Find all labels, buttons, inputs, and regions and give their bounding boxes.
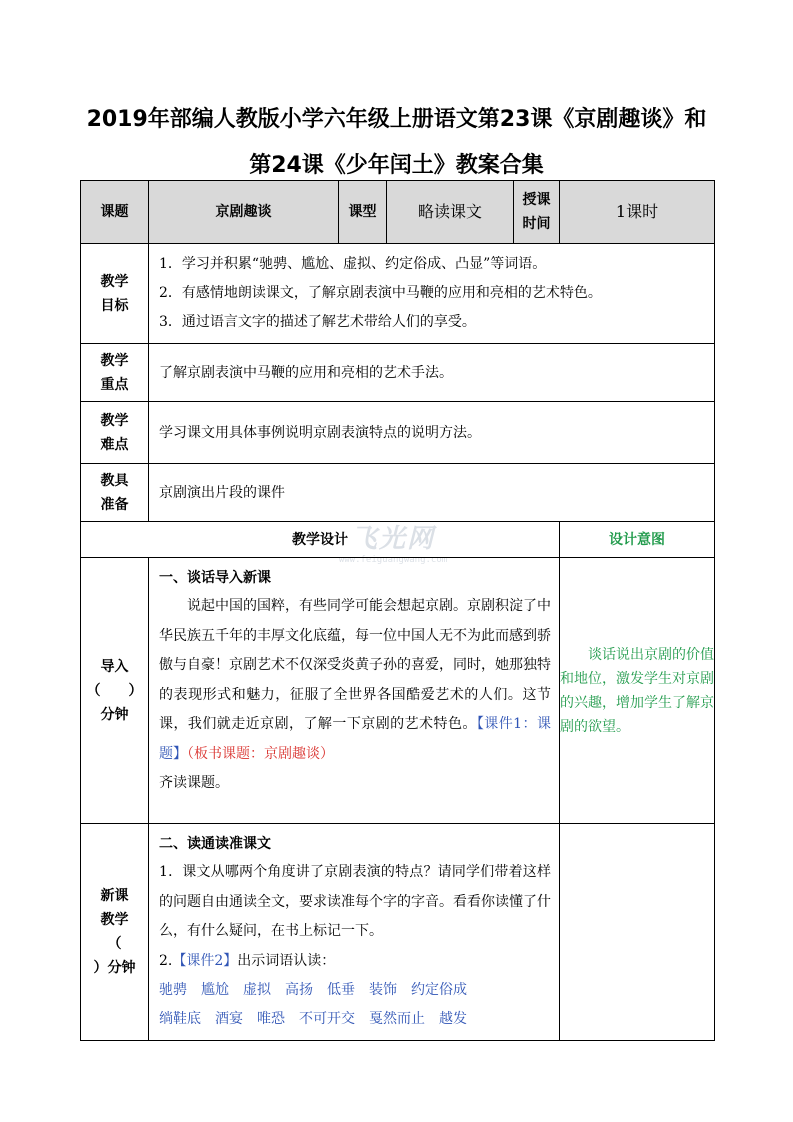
newlesson-label-c: （	[107, 936, 122, 952]
vocab-word: 驰骋	[159, 982, 187, 998]
question-2-number: 2.	[159, 952, 173, 969]
time-value: 1课时	[560, 181, 715, 244]
design-label: 教学设计	[81, 522, 560, 558]
vocab-word: 不可开交	[299, 1011, 355, 1027]
board-title: （板书课题：京剧趣谈）	[187, 745, 334, 762]
intro-intent: 谈话说出京剧的价值和地位，激发学生对京剧的兴趣，增加学生了解京剧的欲望。	[560, 558, 715, 824]
newlesson-label	[81, 824, 149, 1041]
question-2	[159, 947, 551, 977]
design-header-row	[81, 522, 715, 558]
type-value: 略读课文	[387, 181, 514, 244]
time-label: 授课时间	[514, 181, 560, 244]
vocab-word: 低垂	[327, 982, 355, 998]
lesson-label: 课题	[81, 181, 149, 244]
intro-label	[81, 558, 149, 824]
vocab-word: 虚拟	[243, 982, 271, 998]
intent-label: 设计意图	[560, 522, 715, 558]
goal-item: 3．通过语言文字的描述了解艺术带给人们的享受。	[159, 314, 476, 330]
intro-row	[81, 558, 715, 824]
goal-item: 2．有感情地朗读课文，了解京剧表演中马鞭的应用和亮相的艺术特色。	[159, 285, 602, 301]
vocab-word: 装饰	[369, 982, 397, 998]
intro-tail: 齐读课题。	[159, 775, 229, 791]
focus-label: 教学重点	[81, 344, 149, 402]
document-title: 2019年部编人教版小学六年级上册语文第23课《京剧趣谈》和第24课《少年闰土》教案合集	[86, 107, 707, 178]
newlesson-row	[81, 824, 715, 1041]
difficulty-row	[81, 402, 715, 464]
vocab-word: 戛然而止	[369, 1011, 425, 1027]
newlesson-intent	[560, 824, 715, 1041]
lesson-value: 京剧趣谈	[149, 181, 339, 244]
vocab-word: 酒宴	[215, 1011, 243, 1027]
watermark-logo: 飞光网	[350, 524, 435, 554]
goals-row	[81, 244, 715, 344]
materials-text: 京剧演出片段的课件	[149, 464, 715, 522]
intro-paragraph	[159, 592, 551, 769]
difficulty-text: 学习课文用具体事例说明京剧表演特点的说明方法。	[149, 402, 715, 464]
newlesson-label-a: 新课	[100, 888, 129, 904]
focus-text: 了解京剧表演中马鞭的应用和亮相的艺术手法。	[149, 344, 715, 402]
vocab-word: 绱鞋底	[159, 1011, 201, 1027]
header-row	[81, 181, 715, 244]
vocab-word: 高扬	[285, 982, 313, 998]
goals-content	[149, 244, 715, 344]
intro-body: 说起中国的国粹，有些同学可能会想起京剧。京剧积淀了中华民族五千年的丰厚文化底蕴，每一位中国人无不为此而感到骄傲与自豪！京剧艺术不仅深受炎黄子孙的喜爱，同时，她那独特的表现形式和魅力，征服了全世界各国酷爱艺术的人们。这节课，我们就走近京剧，了解一下京剧的艺术特色。	[159, 598, 551, 732]
vocab-row-1	[159, 976, 551, 1005]
intro-label-bottom: 分钟	[100, 706, 129, 723]
newlesson-heading: 二、读通读准课文	[159, 836, 271, 852]
vocab-row-2	[159, 1005, 551, 1034]
newlesson-content	[149, 824, 560, 1041]
goals-label: 教学目标	[81, 244, 149, 344]
vocab-word: 越发	[439, 1011, 467, 1027]
materials-row	[81, 464, 715, 522]
courseware-1: 【课件1：课题】	[159, 716, 551, 762]
newlesson-label-b: 教学	[100, 912, 129, 928]
newlesson-label-d: ）分钟	[93, 960, 136, 976]
intro-label-top: 导入	[100, 658, 129, 675]
vocab-word: 尴尬	[201, 982, 229, 998]
watermark-url: www.feiguangwang.com	[338, 555, 448, 565]
intro-label-mid: （ ）	[86, 682, 143, 699]
focus-row	[81, 344, 715, 402]
question-2-text: 出示词语认读：	[237, 952, 336, 969]
vocab-word: 唯恐	[257, 1011, 285, 1027]
lesson-plan-table	[80, 180, 715, 1041]
intro-content	[149, 558, 560, 824]
courseware-2: 【课件2】	[172, 952, 238, 969]
difficulty-label: 教学难点	[81, 402, 149, 464]
type-label: 课型	[339, 181, 387, 244]
vocab-word: 约定俗成	[411, 982, 467, 998]
intro-heading: 一、谈话导入新课	[159, 570, 271, 586]
goal-item: 1．学习并积累“驰骋、尴尬、虚拟、约定俗成、凸显”等词语。	[159, 256, 547, 272]
materials-label: 教具准备	[81, 464, 149, 522]
question-1: 1．课文从哪两个角度讲了京剧表演的特点？请同学们带着这样的问题自由通读全文，要求读准每个字的字音。看看你读懂了什么，有什么疑问，在书上标记一下。	[159, 864, 551, 939]
